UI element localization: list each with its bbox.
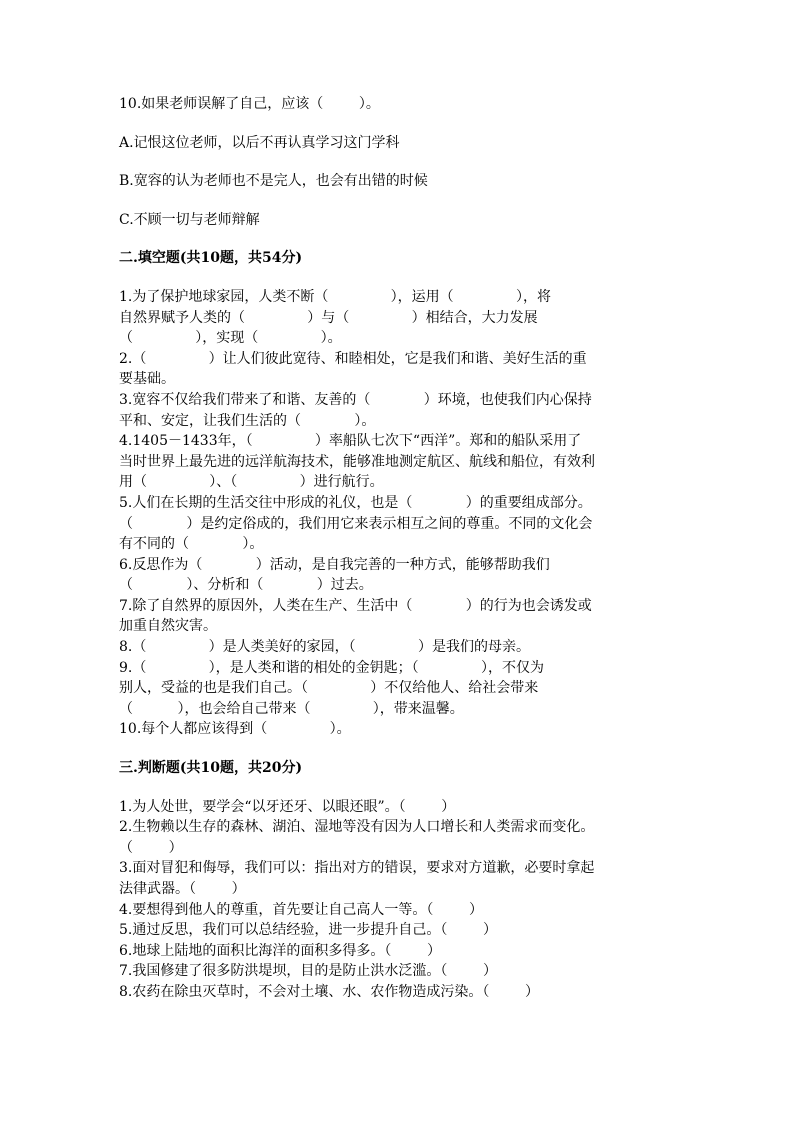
fill-question-9 [119,658,679,720]
judge-question-7 [119,961,679,982]
section-3-title: 三.判断题(共10题，共20分) [119,760,303,777]
question-line: 5.通过反思，我们可以总结经验，进一步提升自己。（ ） [119,922,497,939]
judge-question-5 [119,920,679,941]
question-line: （ ），实现（ ）。 [119,330,342,347]
judge-question-2 [119,817,679,858]
question-10-block [119,94,679,230]
question-line: 平和、安定，让我们生活的（ ）。 [119,412,376,429]
judge-question-1 [119,797,679,818]
fill-question-8 [119,637,679,658]
fill-question-2 [119,349,679,390]
question-line: 自然界赋予人类的（ ）与（ ）相结合，大力发展 [119,309,538,326]
option-c: C.不顾一切与老师辩解 [119,211,260,228]
fill-question-10 [119,719,679,740]
question-line: 3.面对冒犯和侮辱，我们可以：指出对方的错误，要求对方道歉，必要时拿起 [119,860,595,877]
question-line: 7.除了自然界的原因外，人类在生产、生活中（ ）的行为也会诱发或 [119,597,592,614]
judge-question-3 [119,858,679,899]
option-b: B.宽容的认为老师也不是完人，也会有出错的时候 [119,173,428,190]
question-line: 加重自然灾害。 [119,618,217,635]
question-line: 4.1405－1433年，（ ）率船队七次下“西洋”。郑和的船队采用了 [119,433,582,450]
question-line: 当时世界上最先进的远洋航海技术，能够准地测定航区、航线和船位，有效利 [119,453,595,470]
fill-question-3 [119,390,679,431]
question-line: 8.（ ）是人类美好的家园，（ ）是我们的母亲。 [119,639,530,656]
question-line: 别人，受益的也是我们自己。（ ）不仅给他人、给社会带来 [119,680,539,697]
section-2-title: 二.填空题(共10题，共54分) [119,250,303,267]
question-line: 1.为人处世，要学会“以牙还牙、以眼还眼”。（ ） [119,798,456,815]
question-line: 8.农药在除虫灭草时，不会对土壤、水、农作物造成污染。（ ） [119,983,539,1000]
true-false-section [119,797,679,1003]
question-line: 3.宽容不仅给我们带来了和谐、友善的（ ）环境，也使我们内心保持 [119,391,592,408]
question-line: 9.（ ），是人类和谐的相处的金钥匙；（ ），不仅为 [119,659,544,676]
fill-question-1 [119,287,679,349]
fill-question-7 [119,596,679,637]
question-line: （ ）、分析和（ ）过去。 [119,577,373,594]
question-line: （ ），也会给自己带来（ ），带来温馨。 [119,700,464,717]
question-line: 用（ ）、（ ）进行航行。 [119,474,384,491]
question-line: 6.地球上陆地的面积比海洋的面积多得多。（ ） [119,942,441,959]
question-line: 法律武器。（ ） [119,881,246,897]
fill-question-4 [119,431,679,493]
fill-question-5 [119,493,679,555]
question-10-stem: 10.如果老师误解了自己，应该（ ）。 [119,96,380,112]
question-line: 6.反思作为（ ）活动，是自我完善的一种方式，能够帮助我们 [119,556,550,573]
judge-question-6 [119,941,679,962]
question-line: 2.生物赖以生存的森林、湖泊、湿地等没有因为人口增长和人类需求而变化。 [119,819,595,836]
question-line: 要基础。 [119,371,175,388]
option-a: A.记恨这位老师，以后不再认真学习这门学科 [119,134,400,151]
judge-question-4 [119,900,679,921]
question-line: 5.人们在长期的生活交往中形成的礼仪，也是（ ）的重要组成部分。 [119,494,592,511]
fill-in-section [119,287,679,740]
question-line: 1.为了保护地球家园，人类不断（ ），运用（ ），将 [119,288,551,305]
question-line: （ ）是约定俗成的，我们用它来表示相互之间的尊重。不同的文化会 [119,515,593,532]
question-line: 7.我国修建了很多防洪堤坝，目的是防止洪水泛滥。（ ） [119,963,497,980]
question-line: （ ） [119,839,183,856]
question-line: 2.（ ）让人们彼此宽待、和睦相处，它是我们和谐、美好生活的重 [119,350,587,367]
question-line: 10.每个人都应该得到（ ）。 [119,721,351,738]
question-line: 有不同的（ ）。 [119,536,264,553]
exam-page [119,94,679,1003]
question-line: 4.要想得到他人的尊重，首先要让自己高人一等。（ ） [119,901,483,918]
fill-question-6 [119,555,679,596]
judge-question-8 [119,982,679,1003]
